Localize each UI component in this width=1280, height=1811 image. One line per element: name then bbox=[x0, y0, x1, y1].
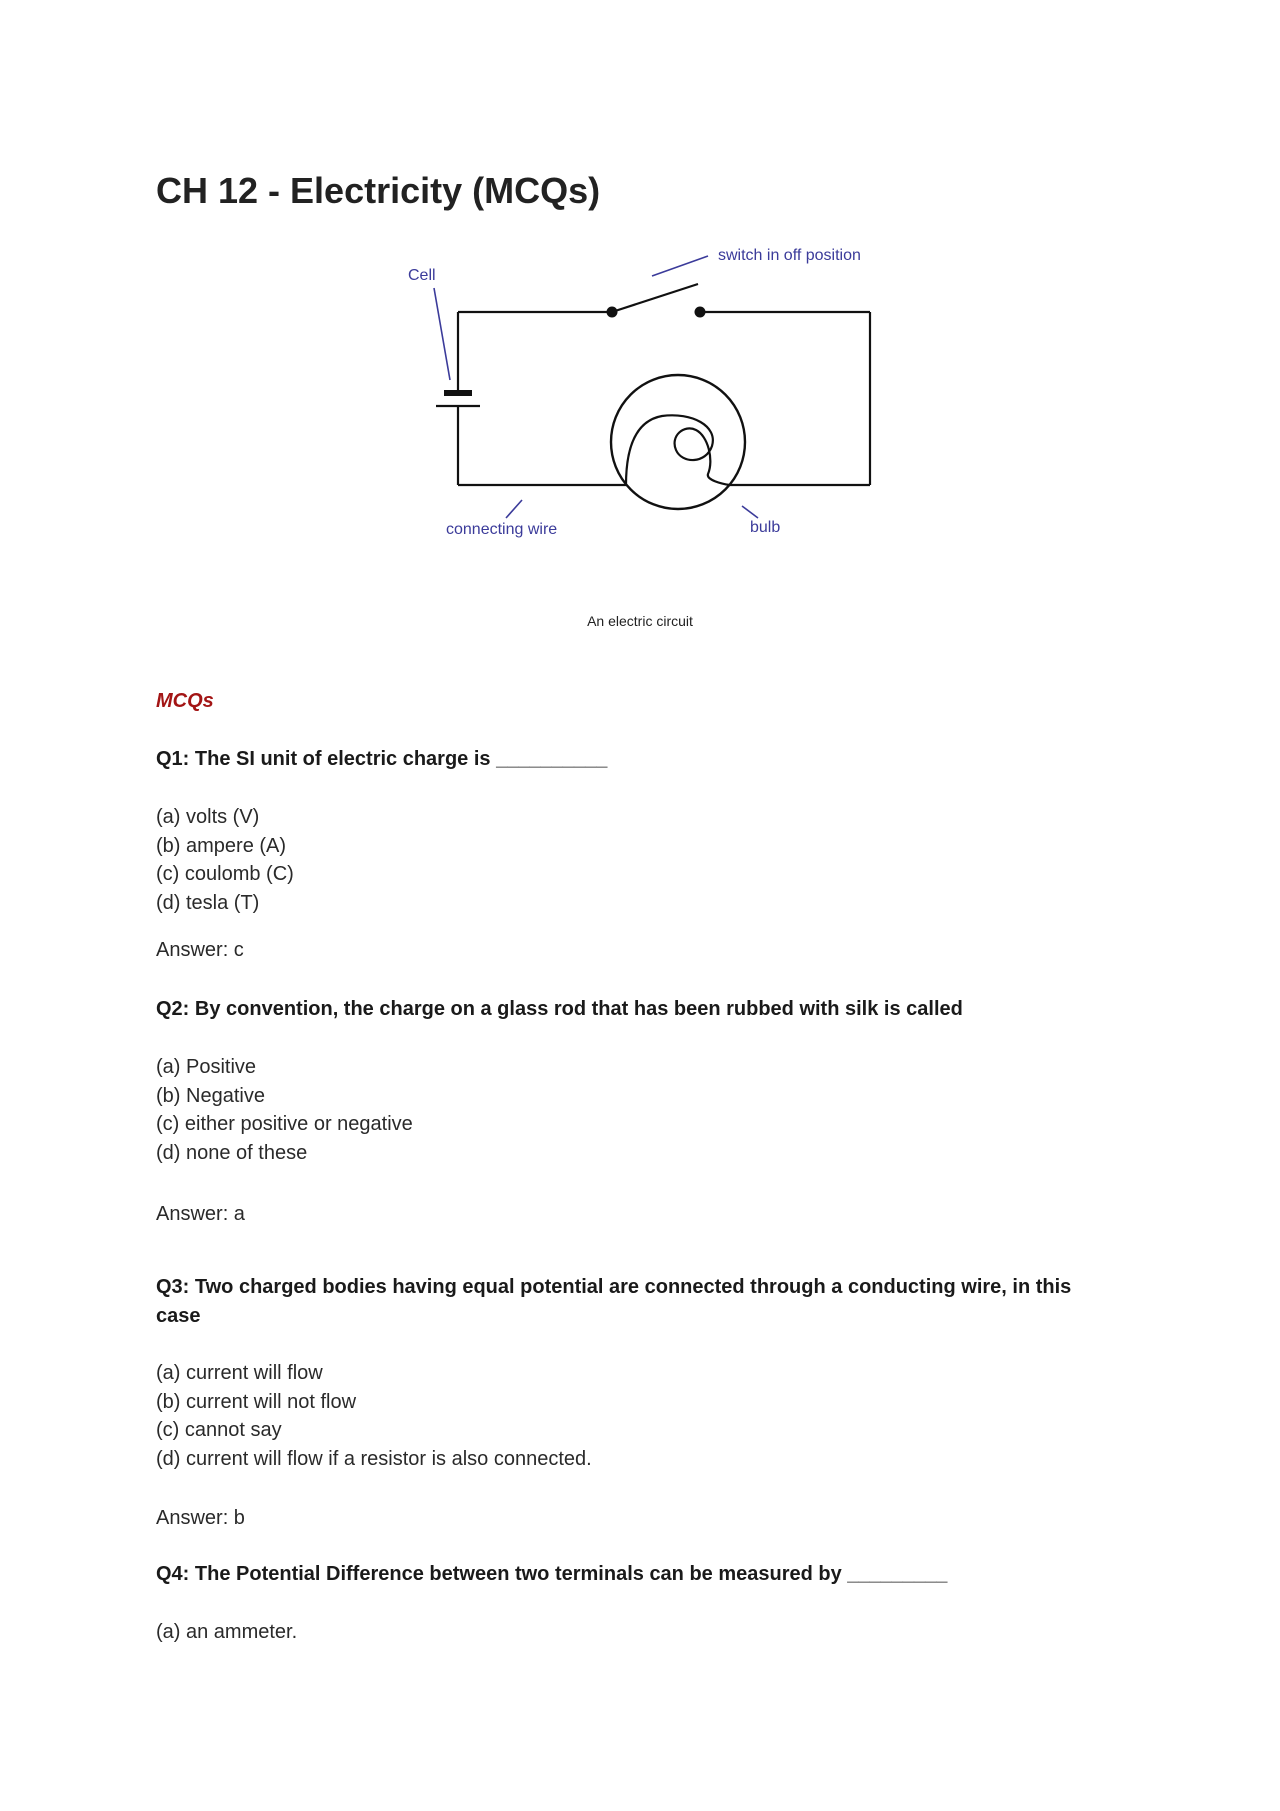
switch-pointer bbox=[652, 256, 708, 276]
option-item: (b) Negative bbox=[156, 1084, 265, 1107]
bulb-pointer bbox=[742, 506, 758, 518]
option-item: (a) current will flow bbox=[156, 1362, 323, 1384]
option-item: (c) coulomb (C) bbox=[156, 863, 294, 885]
switch-contact-left bbox=[607, 307, 618, 318]
option-item: (d) tesla (T) bbox=[156, 891, 260, 914]
question-block-1 bbox=[156, 745, 1116, 962]
option-list bbox=[156, 1359, 1116, 1473]
option-item: (b) current will not flow bbox=[156, 1390, 357, 1413]
figure-caption: An electric circuit bbox=[587, 613, 693, 629]
cell-long-plate bbox=[444, 390, 472, 396]
option-item: (d) current will flow if a resistor is also connected. bbox=[156, 1447, 592, 1470]
option-item: (a) an ammeter. bbox=[156, 1621, 298, 1643]
wire-label: connecting wire bbox=[446, 521, 558, 538]
answer-text: Answer: a bbox=[156, 1203, 245, 1225]
switch-lever bbox=[612, 284, 698, 312]
option-item: (a) Positive bbox=[156, 1056, 257, 1078]
switch-label: switch in off position bbox=[718, 247, 861, 264]
section-heading: MCQs bbox=[156, 690, 214, 712]
question-block-4 bbox=[156, 1560, 1116, 1647]
circuit-diagram-svg bbox=[400, 240, 920, 560]
question-text: Q2: By convention, the charge on a glass rod that has been rubbed with silk is called bbox=[156, 998, 963, 1020]
bulb-label: bulb bbox=[750, 519, 781, 536]
wire-pointer bbox=[506, 500, 522, 518]
question-text: Q4: The Potential Difference between two terminals can be measured by _________ bbox=[156, 1563, 948, 1585]
option-item: (a) volts (V) bbox=[156, 806, 260, 828]
option-list bbox=[156, 1053, 1116, 1167]
option-item: (b) ampere (A) bbox=[156, 834, 287, 857]
answer-text: Answer: b bbox=[156, 1507, 245, 1529]
switch-contact-right bbox=[695, 307, 706, 318]
circuit-diagram bbox=[400, 240, 920, 560]
option-list bbox=[156, 803, 1116, 917]
option-item: (c) either positive or negative bbox=[156, 1113, 413, 1135]
question-text: Q1: The SI unit of electric charge is __________ bbox=[156, 748, 608, 770]
bulb-icon bbox=[611, 375, 745, 509]
answer-text: Answer: c bbox=[156, 939, 244, 961]
question-block-3 bbox=[156, 1273, 1116, 1530]
page-title: CH 12 - Electricity (MCQs) bbox=[156, 170, 601, 211]
question-block-2 bbox=[156, 995, 1116, 1226]
cell-pointer bbox=[434, 288, 450, 380]
cell-label: Cell bbox=[408, 267, 436, 284]
question-text: Q3: Two charged bodies having equal potential are connected through a conducting wire, in this case bbox=[156, 1276, 1072, 1327]
option-item: (d) none of these bbox=[156, 1141, 308, 1164]
option-list bbox=[156, 1618, 1116, 1647]
option-item: (c) cannot say bbox=[156, 1419, 282, 1441]
